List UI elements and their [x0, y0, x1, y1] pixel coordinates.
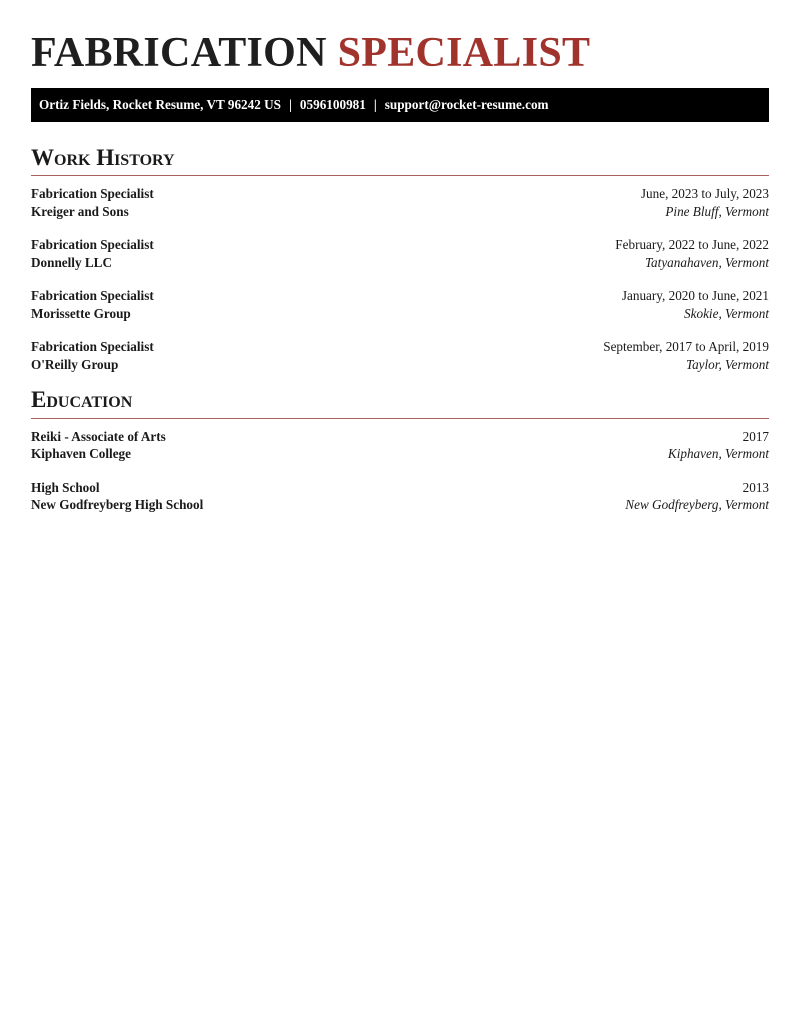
job-location: Pine Bluff, Vermont: [665, 203, 769, 219]
education-entry: [31, 479, 769, 514]
job-title: Fabrication Specialist: [31, 237, 154, 253]
education-year: 2017: [742, 428, 769, 444]
resume-title: [31, 32, 769, 74]
work-history-heading: Work History: [31, 145, 175, 170]
school-location: Kiphaven, Vermont: [667, 446, 769, 462]
job-dates: February, 2022 to June, 2022: [615, 237, 769, 253]
job-location: Skokie, Vermont: [684, 305, 769, 321]
company-name: Morissette Group: [31, 305, 131, 321]
work-history-list: [31, 185, 769, 373]
school-location: New Godfreyberg, Vermont: [625, 497, 769, 513]
education-year: 2013: [742, 479, 769, 495]
company-name: Kreiger and Sons: [31, 203, 129, 219]
education-heading: Education: [31, 387, 133, 413]
school-name: Kiphaven College: [31, 446, 132, 462]
company-name: O'Reilly Group: [31, 356, 119, 372]
job-dates: June, 2023 to July, 2023: [640, 186, 769, 202]
job-title: Fabrication Specialist: [31, 339, 154, 355]
contact-email: support@rocket-resume.com: [384, 97, 549, 112]
school-name: New Godfreyberg High School: [31, 497, 204, 513]
job-title: Fabrication Specialist: [31, 186, 154, 202]
section-divider: [31, 418, 769, 419]
job-location: Tatyanahaven, Vermont: [644, 254, 769, 270]
education-entry: [31, 428, 769, 463]
job-title: Fabrication Specialist: [31, 288, 154, 304]
company-name: Donnelly LLC: [31, 254, 112, 270]
title-first-word: FABRICATION: [31, 30, 327, 76]
contact-bar: [31, 88, 769, 122]
job-dates: September, 2017 to April, 2019: [603, 339, 769, 355]
work-entry: [31, 338, 769, 373]
job-dates: January, 2020 to June, 2021: [621, 288, 769, 304]
title-second-word: SPECIALIST: [337, 30, 591, 76]
contact-separator: |: [289, 97, 292, 112]
contact-separator: |: [373, 97, 377, 112]
degree-name: High School: [31, 479, 100, 495]
job-location: Taylor, Vermont: [685, 356, 769, 372]
education-list: [31, 428, 769, 514]
degree-name: Reiki - Associate of Arts: [31, 428, 166, 444]
work-entry: [31, 287, 769, 322]
contact-address: Ortiz Fields, Rocket Resume, VT 96242 US: [39, 97, 281, 112]
work-entry: [31, 236, 769, 271]
work-entry: [31, 185, 769, 220]
contact-phone: 0596100981: [299, 97, 366, 112]
resume-page: [0, 0, 800, 514]
section-divider: [31, 175, 769, 176]
